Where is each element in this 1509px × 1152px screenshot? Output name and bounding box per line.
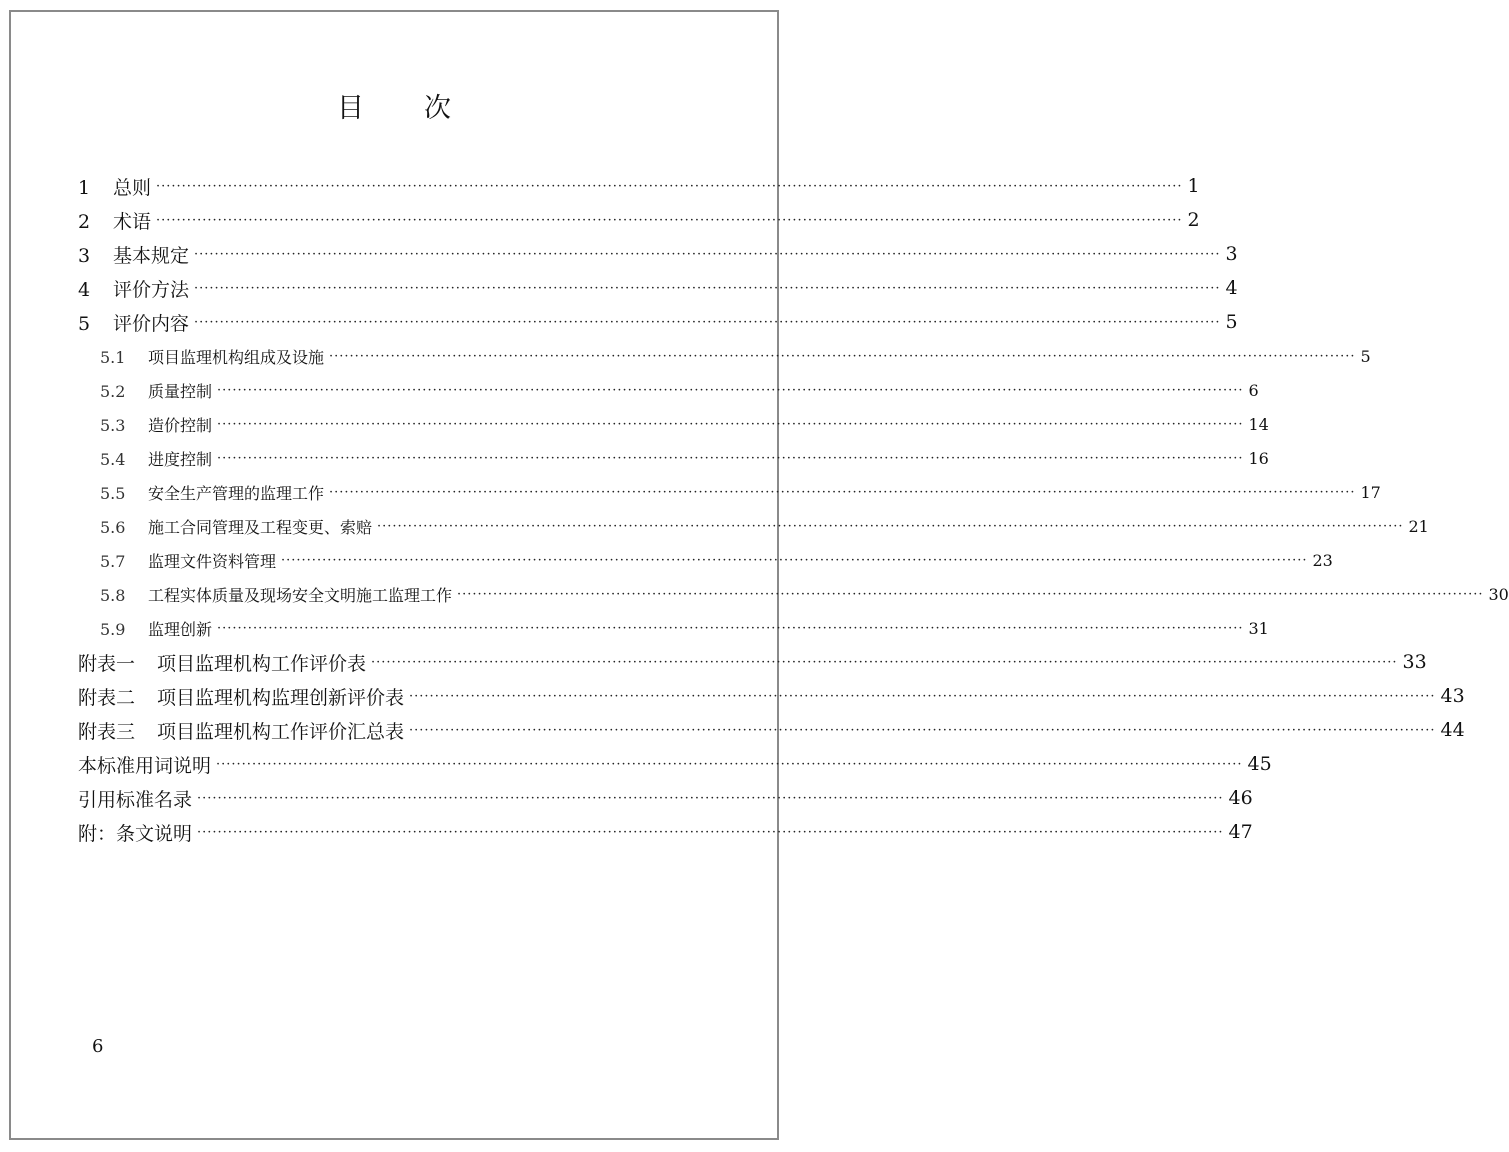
toc-entry-label: 基本规定: [113, 244, 190, 267]
toc-entry-label: 质量控制: [148, 381, 213, 401]
toc-entry-page: 43: [1440, 685, 1465, 707]
toc-entry-label: 施工合同管理及工程变更、索赔: [148, 517, 373, 537]
toc-entry-label: 安全生产管理的监理工作: [148, 483, 325, 503]
toc-entry[interactable]: [100, 339, 1371, 373]
toc-entry[interactable]: [78, 679, 1465, 713]
toc-entry-page: 2: [1187, 209, 1200, 231]
toc-entry-number: 5.4: [100, 449, 126, 469]
toc-entry-label: 评价方法: [113, 278, 190, 301]
toc-entry[interactable]: [78, 271, 1238, 305]
toc-dot-leader: ········································································································································································································: [217, 620, 1244, 636]
toc-entry-number: 1: [78, 176, 91, 199]
toc-entry-page: 45: [1247, 753, 1272, 775]
toc-entry-label: 附：条文说明: [78, 822, 193, 845]
toc-dot-leader: ········································································································································································································: [197, 824, 1224, 840]
toc-entry-page: 14: [1248, 414, 1269, 434]
toc-entry-page: 16: [1248, 448, 1269, 468]
toc-entry-page: 3: [1225, 243, 1238, 265]
toc-entry-label: 项目监理机构工作评价汇总表: [157, 720, 405, 743]
toc-entry[interactable]: [100, 543, 1333, 577]
toc-dot-leader: ········································································································································································································: [457, 586, 1484, 602]
toc-entry-label: 项目监理机构组成及设施: [148, 347, 325, 367]
toc-entry-number: 5.7: [100, 551, 126, 571]
toc-title: [0, 86, 790, 125]
toc-entry[interactable]: [100, 407, 1269, 441]
toc-entry-number: 5.9: [100, 619, 126, 639]
toc-entry-label: 术语: [113, 210, 152, 233]
toc-entry-label: 项目监理机构工作评价表: [157, 652, 367, 675]
toc-entry-page: 30: [1488, 584, 1509, 604]
toc-dot-leader: ········································································································································································································: [409, 688, 1436, 704]
page-number: 6: [92, 1036, 104, 1057]
toc-entry-number: 5.6: [100, 517, 126, 537]
toc-entry-page: 44: [1440, 719, 1465, 741]
toc-dot-leader: ········································································································································································································: [156, 178, 1183, 194]
toc-entry-label: 进度控制: [148, 449, 213, 469]
toc-entry[interactable]: [78, 203, 1200, 237]
toc-dot-leader: ········································································································································································································: [377, 518, 1404, 534]
toc-entry[interactable]: [78, 713, 1465, 747]
toc-dot-leader: ········································································································································································································: [217, 382, 1244, 398]
toc-dot-leader: ········································································································································································································: [197, 790, 1224, 806]
toc-entry-page: 21: [1408, 516, 1429, 536]
toc-entry-label: 工程实体质量及现场安全文明施工监理工作: [148, 585, 453, 605]
toc-entry-number: 附表二: [78, 686, 136, 709]
toc-entry-label: 造价控制: [148, 415, 213, 435]
toc-dot-leader: ········································································································································································································: [281, 552, 1308, 568]
toc-entry[interactable]: [78, 747, 1272, 781]
toc-entry-page: 33: [1402, 651, 1427, 673]
toc-entry-page: 5: [1225, 311, 1238, 333]
toc-entry-page: 5: [1360, 346, 1371, 366]
toc-entry-number: 5.1: [100, 347, 126, 367]
toc-entry-number: 附表一: [78, 652, 136, 675]
toc-entry-label: 项目监理机构监理创新评价表: [157, 686, 405, 709]
toc-entry[interactable]: [78, 169, 1200, 203]
toc-entry[interactable]: [78, 645, 1427, 679]
toc-dot-leader: ········································································································································································································: [409, 722, 1436, 738]
toc-dot-leader: ········································································································································································································: [217, 416, 1244, 432]
toc-entry[interactable]: [78, 237, 1238, 271]
toc-dot-leader: ········································································································································································································: [329, 348, 1356, 364]
toc-entry-label: 总则: [113, 176, 152, 199]
toc-entry-number: 2: [78, 210, 91, 233]
toc-entry[interactable]: [78, 781, 1253, 815]
toc-entry-number: 5.2: [100, 381, 126, 401]
toc-entry-label: 本标准用词说明: [78, 754, 212, 777]
toc-entry-page: 47: [1228, 821, 1253, 843]
toc-entry-number: 5: [78, 312, 91, 335]
toc-entry[interactable]: [78, 305, 1238, 339]
toc-entry-page: 17: [1360, 482, 1381, 502]
toc-entry-label: 引用标准名录: [78, 788, 193, 811]
toc-entry-label: 评价内容: [113, 312, 190, 335]
toc-entry-number: 4: [78, 278, 91, 301]
toc-title-left: 目: [337, 93, 366, 124]
toc-entry[interactable]: [100, 373, 1259, 407]
toc-entry-page: 4: [1225, 277, 1238, 299]
toc-dot-leader: ········································································································································································································: [217, 450, 1244, 466]
toc-dot-leader: ········································································································································································································: [216, 756, 1243, 772]
toc-entry[interactable]: [100, 441, 1269, 475]
toc-entry-number: 5.8: [100, 585, 126, 605]
toc-title-right: 次: [424, 93, 453, 124]
toc-entry[interactable]: [100, 611, 1269, 645]
toc-dot-leader: ········································································································································································································: [371, 654, 1398, 670]
toc-entry-label: 监理创新: [148, 619, 213, 639]
toc-dot-leader: ········································································································································································································: [194, 246, 1221, 262]
toc-entry-page: 23: [1312, 550, 1333, 570]
toc-entry-page: 46: [1228, 787, 1253, 809]
toc-entry-page: 1: [1187, 175, 1200, 197]
toc-entry[interactable]: [100, 475, 1381, 509]
toc-dot-leader: ········································································································································································································: [329, 484, 1356, 500]
toc-entry-number: 附表三: [78, 720, 136, 743]
toc-entry-number: 5.5: [100, 483, 126, 503]
toc-entry-page: 31: [1248, 618, 1269, 638]
toc-entry-label: 监理文件资料管理: [148, 551, 277, 571]
toc-dot-leader: ········································································································································································································: [156, 212, 1183, 228]
toc-entry[interactable]: [100, 577, 1509, 611]
toc-dot-leader: ········································································································································································································: [194, 314, 1221, 330]
toc-entry-page: 6: [1248, 380, 1259, 400]
toc-entry[interactable]: [100, 509, 1429, 543]
toc-entry-number: 3: [78, 244, 91, 267]
toc-entry-number: 5.3: [100, 415, 126, 435]
toc-dot-leader: ········································································································································································································: [194, 280, 1221, 296]
toc-entry[interactable]: [78, 815, 1253, 849]
